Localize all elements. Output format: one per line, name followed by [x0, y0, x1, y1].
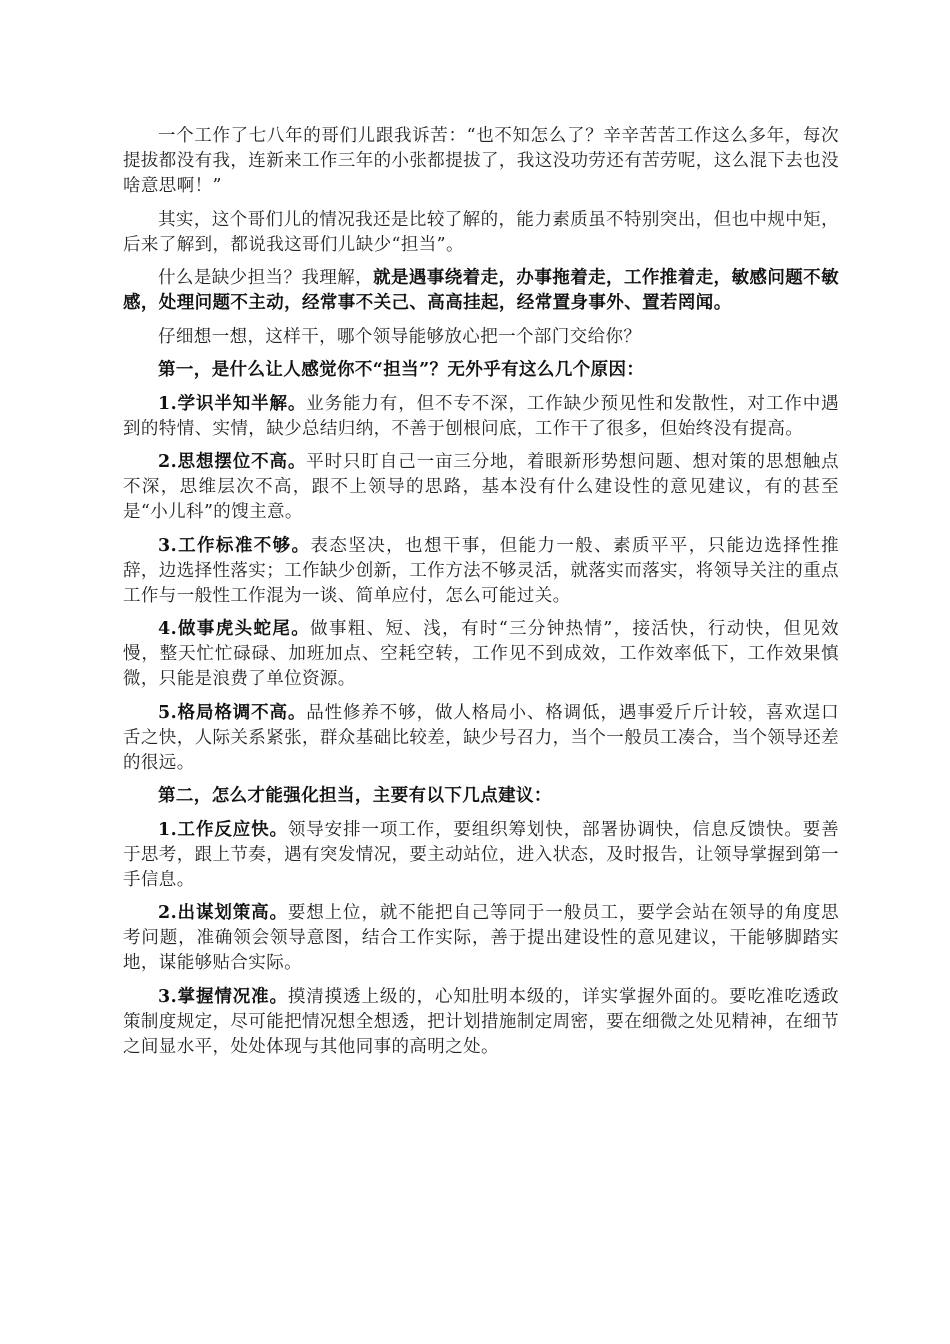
item-body: 摸清摸透上级的，心知肚明本级的，详实掌握外面的。要吃准吃透政策制度规定，尽可能把情况想全想透，把计划措施制定周密，要在细微之处见精神，在细节之间显水平，处处体现与其他同事的高明之处。: [123, 986, 840, 1057]
text-run: 一个工作了七八年的哥们儿跟我诉苦：“也不知怎么了？辛辛苦苦工作这么多年，每次提拔都没有我，连新来工作三年的小张都提拔了，我这没功劳还有苦劳呢，这么混下去也没啥意思啊！”: [123, 126, 839, 196]
item-body: 业务能力有，但不专不深，工作缺少预见性和发散性，对工作中遇到的特情、实情，缺少总结归纳，不善于刨根问底，工作干了很多，但始终没有提高。: [123, 393, 839, 439]
text-run-bold: 就是遇事绕着走，办事拖着走，工作推着走，敏感问题不敏感，处理问题不主动，经常事不关己、高高挂起，经常置身事外、置若罔闻。: [123, 268, 839, 313]
suggestion-item-3: [123, 985, 839, 1060]
reason-item-2: [123, 450, 839, 525]
item-body: 表态坚决，也想干事，但能力一般、素质平平，只能边选择性推辞，边选择性落实；工作缺少创新，工作方法不够灵活，就落实而落实，将领导关注的重点工作与一般性工作混为一谈、简单应付，怎么可能过关。: [123, 535, 839, 606]
item-body: 品性修养不够，做人格局小、格调低，遇事爱斤斤计较，喜欢逞口舌之快，人际关系紧张，群众基础比较差，缺少号召力，当个一般员工凑合，当个领导还差的很远。: [123, 702, 839, 773]
suggestion-item-1: [123, 818, 839, 893]
item-title: 5.格局格调不高。: [158, 702, 307, 723]
text-run: 其实，这个哥们儿的情况我还是比较了解的，能力素质虽不特别突出，但也中规中矩，后来了解到，都说我这哥们儿缺少“担当”。: [123, 209, 839, 255]
item-title: 2.出谋划策高。: [158, 903, 288, 923]
text-run: 什么是缺少担当？我理解，: [158, 268, 374, 288]
paragraph-question: [123, 325, 839, 350]
text-run: 仔细想一想，这样干，哪个领导能够放心把一个部门交给你？: [158, 326, 642, 347]
item-title: 3.工作标准不够。: [158, 535, 311, 556]
reason-item-1: [123, 392, 839, 442]
section-heading-reasons: [123, 358, 839, 383]
item-body: 做事粗、短、浅，有时“三分钟热情”，接活快，行动快，但见效慢，整天忙忙碌碌、加班加点、空耗空转，工作见不到成效，工作效率低下，工作效果慎微，只能是浪费了单位资源。: [123, 619, 839, 689]
reason-item-3: [123, 534, 839, 609]
text-run-bold: 第二，怎么才能强化担当，主要有以下几点建议：: [158, 786, 552, 806]
item-body: 要想上位，就不能把自己等同于一般员工，要学会站在领导的角度思考问题，准确领会领导意图，结合工作实际，善于提出建设性的意见建议，干能够脚踏实地，谋能够贴合实际。: [123, 903, 840, 973]
reason-item-4: [123, 617, 839, 692]
paragraph-intro-complaint: [123, 124, 839, 199]
section-heading-suggestions: [123, 784, 839, 809]
paragraph-background: [123, 208, 839, 258]
item-title: 3.掌握情况准。: [158, 986, 288, 1007]
text-run-bold: 第一，是什么让人感觉你不“担当”？无外乎有这么几个原因：: [158, 360, 645, 380]
item-title: 1.工作反应快。: [158, 819, 288, 840]
item-body: 领导安排一项工作，要组织筹划快，部署协调快，信息反馈快。要善于思考，跟上节奏，遇有突发情况，要主动站位，进入状态，及时报告，让领导掌握到第一手信息。: [123, 819, 840, 890]
paragraph-definition: [123, 266, 839, 316]
item-title: 4.做事虎头蛇尾。: [158, 619, 311, 639]
item-title: 1.学识半知半解。: [158, 393, 307, 414]
item-title: 2.思想摆位不高。: [158, 452, 307, 472]
reason-item-5: [123, 701, 839, 776]
suggestion-item-2: [123, 901, 839, 976]
item-body: 平时只盯自己一亩三分地，着眼新形势想问题、想对策的思想触点不深，思维层次不高，跟不上领导的思路，基本没有什么建设性的意见建议，有的甚至是“小儿科”的馊主意。: [123, 452, 839, 522]
document-body: [123, 124, 839, 1068]
